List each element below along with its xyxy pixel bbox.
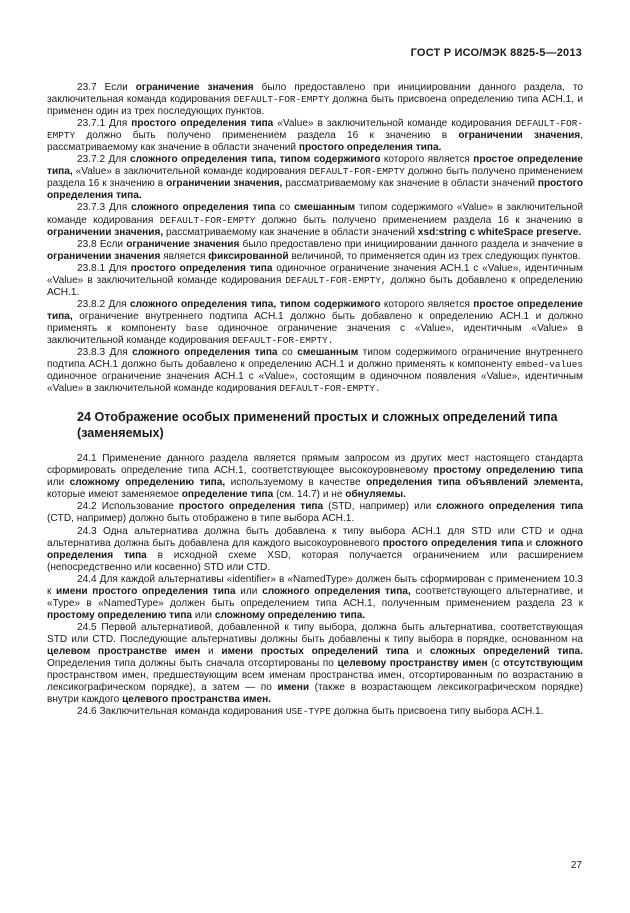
bold-term: ограничении значения [47,250,161,262]
bold-term: ограничение значения [126,238,240,250]
text-run: рассматриваемому как значение в области значений [163,226,418,238]
bold-term: отсутствующим [503,658,583,670]
bold-term: обнуляемы. [345,489,406,501]
text-run: 23.7 Если [77,82,136,93]
text-run: соответствующего альтернативе, и «Type» в «NamedType» должен быть определением типа АСН.1, полученным применением раздела 23 к [47,585,583,609]
code-term: DEFAULT-FOR-EMPTY. [279,383,381,395]
text-run: было предоставлено при инициировании данного раздела, то заключительная команда кодирования [47,82,583,106]
bold-term: ограничение значения [135,82,254,93]
standard-header: ГОСТ Р ИСО/МЭК 8825-5—2013 [410,47,582,59]
text-run: должно быть добавлено к определению АСН.1. [47,274,583,298]
bold-term: простого определения типа. [298,142,442,154]
page-number: 27 [570,860,582,871]
bold-term: простое определение типа, [47,298,583,322]
paragraph-p246 [47,706,583,718]
text-run: «Value» в заключительной команде кодирования [273,118,516,130]
text-run: рассматриваемому как значение в области значений [282,178,538,190]
text-run: и [408,645,430,657]
text-run: одиночное ограничение значения АСН.1 с «Value», идентичным «Value» в заключительной команде кодирования [47,262,583,286]
text-run: типом содержимого ограничение внутреннего подтипа АСН.1 должно быть добавлено к определению АСН.1 и должно применять к компоненту [47,347,583,371]
bold-term: простого определения типа. [47,178,584,202]
bold-term: определения типа объявлений элемента, [366,477,583,489]
text-run: которого является [380,298,474,310]
bold-term: сложного определения типа [132,347,278,359]
text-run: со [275,202,295,214]
text-run: 24.3 Одна альтернатива должна быть добавлена к типу выбора АСН.1 для STD или CTD и одна альтернатива должна быть добавлена для каждого высокоуровневого [47,525,583,549]
bold-term: простому определению типа [47,609,193,621]
bold-term: ограничении значения, [166,178,283,190]
text-run: или [47,477,70,489]
paragraph-p242 [47,501,583,525]
paragraph-p2383 [47,347,583,395]
section-24-paragraphs [47,453,583,718]
code-term: DEFAULT-FOR-EMPTY. [232,334,334,346]
text-run: 24.6 Заключительная команда кодирования [77,706,286,718]
text-run: со [277,347,298,359]
bold-term: целевого пространства имен. [122,694,272,706]
code-term: DEFAULT-FOR-EMPTY [309,166,405,178]
text-run: 23.7.3 Для [77,202,132,214]
text-run: должно быть получено применением раздела 16 к значению в [47,166,583,190]
text-run: типом содержимого «Value» в заключительной команде кодирования [47,202,583,226]
paragraph-p238 [47,239,583,263]
bold-term: простого определения типа [131,118,274,130]
bold-term: имени простых определений типа [221,645,409,657]
paragraph-p2372 [47,154,583,202]
bold-term: сложного определения типа, типом содержимого [130,298,381,310]
text-run: 24.5 Первой альтернативой, добавленной к типу выбора, должна быть альтернатива, соответствующая STD или CTD. Последующие альтернативы должны быть добавлены к типу выбора в порядке, основанном на [47,621,583,645]
text-run: 23.8 Если [77,238,127,250]
text-run: которого является [380,154,474,166]
text-run: 24.4 Для каждой альтернативы «identifier» в «NamedType» должен быть сформирован с применением 10.3 к [47,573,583,597]
text-run: (с [487,658,504,670]
section-24-title-line2: (заменяемых) [77,426,164,441]
code-term: DEFAULT-FOR-EMPTY [159,214,256,226]
text-run: (см. 14.7) и не [273,489,346,501]
text-run: в исходной схеме XSD, которая получается ограничением или расширением (непосредственно или косвенно) STD или CTD. [47,549,584,573]
bold-term: имени простого определения типа [56,585,236,597]
bold-term: сложного определения типа [131,202,276,214]
bold-term: смешанным [294,202,356,214]
text-run: используемому в качестве [225,477,367,489]
code-term: embed-values [515,359,583,371]
paragraph-p243 [47,526,583,574]
text-run: ограничение внутреннего подтипа АСН.1 должно быть добавлено к определению АСН.1 и должно применять к компоненту [47,310,583,334]
text-run: должно быть получено применением раздела 16 к значению в [255,214,583,226]
code-term: USE-TYPE [285,706,331,718]
text-run: было предоставлено при инициировании данного раздела и значение в [239,238,583,250]
bold-term: смешанным [297,347,359,359]
bold-term: сложного определения типа, [262,585,411,597]
text-run: которые имеют заменяемое [47,489,182,501]
text-run: или [192,609,215,621]
text-run: одиночное ограничение значения АСН.1 с «Value», состоящим в одиночном появления «Value», идентичным «Value» в заключительной команде кодирования [47,371,583,395]
text-run: (STD, например) или [323,501,437,513]
code-term: DEFAULT-FOR-EMPTY [233,94,330,106]
text-run: «Value» в заключительной команде кодирования [72,166,310,178]
section-24-title: 24 Отображение особых применений простых и сложных определений типа [77,410,558,425]
paragraph-p2371 [47,118,583,154]
page-content [47,82,583,718]
text-run: должно быть получено применением раздела 16 к значению в [75,130,459,142]
text-run: , рассматриваемому как значение в области значений [47,130,583,154]
text-run: или [235,585,263,597]
bold-term: сложных определений типа. [429,645,583,657]
paragraph-p2373 [47,202,583,238]
bold-term: xsd:string с whiteSpace preserve. [417,226,582,238]
paragraph-p2381 [47,263,583,299]
bold-term: целевому пространству имен [337,658,488,670]
text-run: 23.8.3 Для [77,347,133,359]
section-24-heading [47,409,583,441]
text-run: (CTD, например) должно быть отображено в типе выбора АСН.1. [47,513,355,525]
bold-term: сложного определения типа, типом содержимого [130,154,381,166]
text-run: и [523,537,536,549]
bold-term: сложного определения типа [47,537,583,561]
bold-term: сложному определению типа. [214,609,366,621]
text-run: 23.8.1 Для [77,262,131,274]
code-term: DEFAULT-FOR-EMPTY [47,118,583,142]
text-run: должна быть присвоена типу выбора АСН.1. [330,706,544,718]
text-run: 23.8.2 Для [77,298,131,310]
text-run: 23.7.2 Для [77,154,131,166]
text-run: 24.1 Применение данного раздела является прямым запросом из других мест настоящего стандарта сформировать определение типа АСН.1, соответствующее высокоуровневому [47,453,583,477]
bold-term: простого определения типа [178,501,324,513]
text-run: одиночное ограничение значения с «Value», идентичным «Value» в заключительной команде кодирования [47,322,584,346]
text-run: должна быть присвоена определению типа АСН.1, и применен один из трех последующих пунктов. [47,94,583,118]
bold-term: определение типа [181,489,274,501]
bold-term: целевом пространстве имен [47,645,201,657]
text-run: 24.2 Использование [77,501,179,513]
bold-term: простое определение типа, [47,154,583,178]
text-run: величиной, то применяется один из трех следующих пунктов. [288,250,581,262]
paragraph-p245 [47,622,583,706]
bold-term: простого определения типа [130,262,273,274]
bold-term: ограничении значения [458,130,581,142]
bold-term: ограничении значения, [47,226,164,238]
bold-term: имени [277,682,310,694]
text-run: и [200,645,222,657]
paragraph-p237 [47,82,583,118]
paragraph-p244 [47,574,583,622]
section-23-paragraphs [47,82,583,395]
paragraph-p2382 [47,299,583,347]
text-run: (также в возрастающем лексикографическом порядке) внутри каждого [47,682,583,706]
bold-term: простого определения типа [382,537,524,549]
paragraph-p241 [47,453,583,501]
bold-term: простому определению типа [433,465,584,477]
bold-term: сложного определения типа [436,501,583,513]
code-term: DEFAULT-FOR-EMPTY, [285,274,387,286]
text-run: является [160,250,209,262]
text-run: Определения типа должны быть сначала отсортированы по [47,658,338,670]
bold-term: фиксированной [208,250,289,262]
text-run: 23.7.1 Для [77,118,132,130]
bold-term: сложному определению типа, [69,477,226,489]
code-term: base [185,322,209,334]
text-run: пространством имен, предшествующим всем именам пространства имен, отсортированным по возрастанию в лексикографическом порядке), а затем — по [47,670,583,694]
